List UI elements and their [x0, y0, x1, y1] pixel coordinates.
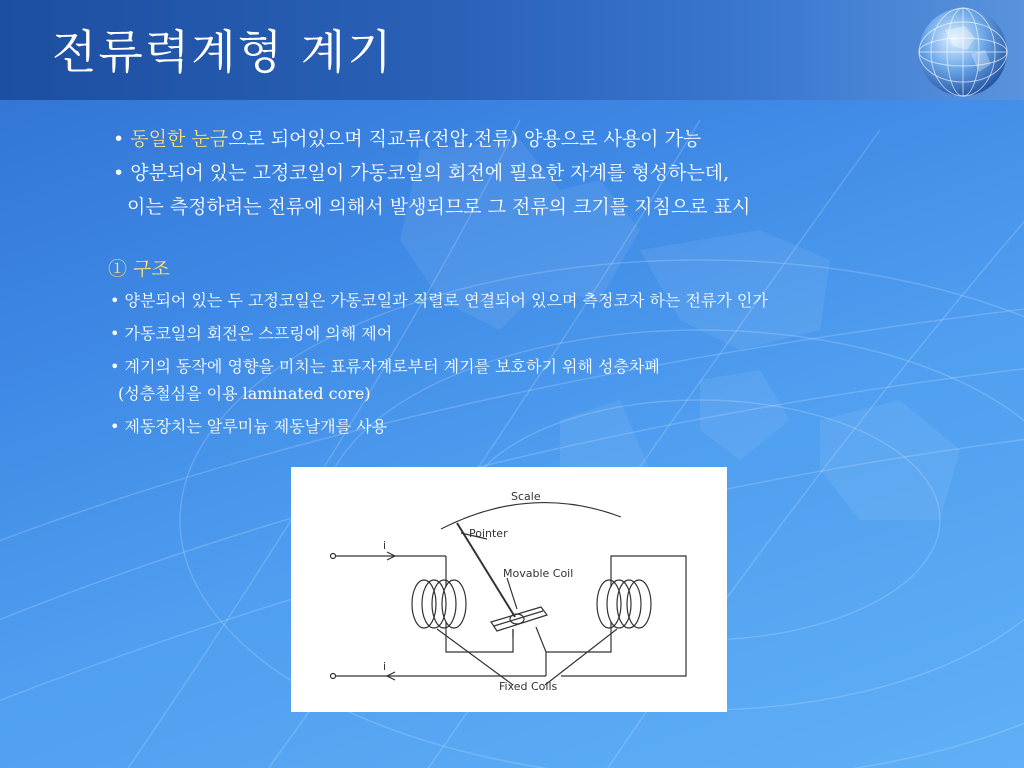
- bullet: •: [110, 324, 120, 343]
- movable-coil-label: Movable Coil: [503, 567, 574, 580]
- structure-item-text: (성층철심을 이용 laminated core): [118, 384, 371, 403]
- bullet: •: [110, 417, 120, 436]
- scale-label: Scale: [511, 490, 541, 503]
- scale-arc: [441, 503, 621, 529]
- fixed-coils-label: Fixed Coils: [499, 680, 558, 693]
- section-heading-structure: ① 구조: [108, 258, 170, 280]
- intro-line-1-text: 으로 되어있으며 직교류(전압,전류) 양용으로 사용이 가능: [228, 128, 702, 150]
- structure-item-text: 제동장치는 알루미늄 제동날개를 사용: [124, 417, 388, 436]
- bullet: •: [110, 291, 120, 310]
- bullet: •: [110, 357, 120, 376]
- structure-item-1: [110, 287, 1010, 314]
- intro-highlight: 동일한 눈금: [130, 128, 229, 150]
- intro-line-2-text: 양분되어 있는 고정코일이 가동코일의 회전에 필요한 자계를 형성하는데,: [130, 162, 730, 184]
- title-bar: [0, 0, 1024, 100]
- pointer-label: Pointer: [469, 527, 508, 540]
- globe-icon: [905, 2, 1017, 100]
- movable-coil: [491, 607, 547, 631]
- bullet: •: [113, 162, 125, 184]
- intro-line-1: [113, 122, 1003, 156]
- intro-paragraph: [113, 122, 1003, 224]
- intro-line-3-text: 이는 측정하려는 전류에 의해서 발생되므로 그 전류의 크기를 지침으로 표시: [127, 196, 751, 218]
- current-label-top: i: [383, 539, 387, 552]
- structure-item-text: 가동코일의 회전은 스프링에 의해 제어: [124, 324, 393, 343]
- slide-title: 전류력계형 계기: [52, 25, 394, 79]
- structure-item-text: 양분되어 있는 두 고정코일은 가동코일과 직렬로 연결되어 있으며 측정코자 하는 전류가 인가: [124, 291, 768, 310]
- bullet: •: [113, 128, 125, 150]
- intro-line-3: [113, 190, 1003, 224]
- structure-item-4: [110, 413, 1010, 440]
- intro-line-2: [113, 156, 1003, 190]
- electrodynamometer-diagram: [291, 467, 727, 712]
- structure-item-2: [110, 320, 1010, 347]
- structure-item-3-continued: [110, 380, 1010, 407]
- right-coil-wire: [546, 622, 611, 676]
- structure-item-3: [110, 353, 1010, 380]
- left-fixed-coil: [412, 580, 466, 628]
- structure-item-text: 계기의 동작에 영향을 미치는 표류자계로부터 계기를 보호하기 위해 성층차폐: [124, 357, 660, 376]
- diagram-svg: [291, 467, 727, 712]
- structure-list: [110, 287, 1010, 440]
- current-label-bottom: i: [383, 660, 387, 673]
- right-fixed-coil: [597, 580, 651, 628]
